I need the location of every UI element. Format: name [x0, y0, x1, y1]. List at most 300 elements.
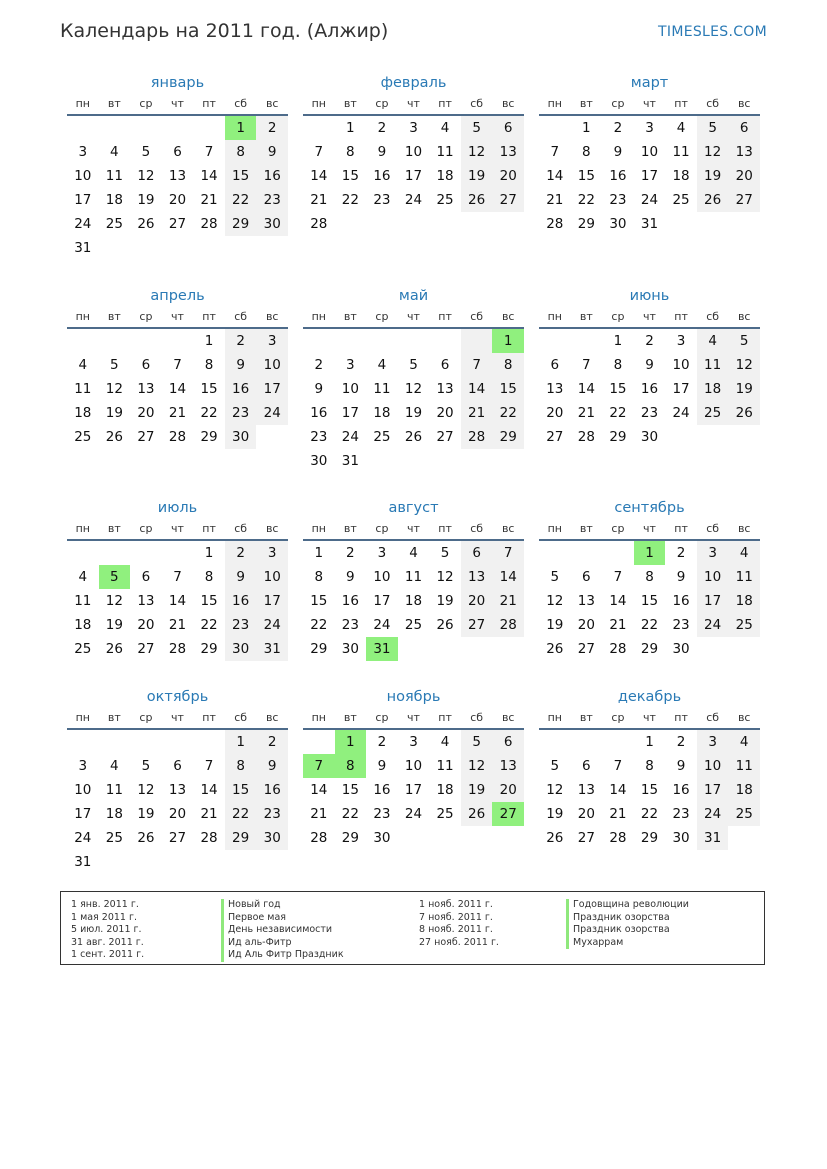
- weekday-label: пт: [202, 310, 216, 323]
- day-cell: 28: [168, 641, 187, 657]
- weekday-label: пн: [547, 97, 562, 110]
- day-cell: 13: [168, 782, 187, 798]
- day-cell: 29: [577, 216, 595, 232]
- day-cell: 25: [373, 429, 391, 445]
- legend-holiday-name: Мухаррам: [566, 937, 689, 950]
- day-cell: 25: [105, 830, 123, 846]
- day-cell: 19: [436, 593, 454, 609]
- day-cell: 31: [74, 240, 92, 256]
- empty-day-cell: [429, 637, 461, 661]
- page-title: Календарь на 2011 год. (Алжир): [60, 20, 389, 42]
- weekday-label: сб: [234, 522, 248, 535]
- weekday-label: чт: [407, 97, 420, 110]
- day-cell: 13: [546, 381, 564, 397]
- day-cell: 5: [550, 569, 560, 585]
- empty-day-cell: [539, 730, 571, 754]
- day-cell: 28: [577, 429, 595, 445]
- day-cell: 5: [550, 758, 560, 774]
- day-cell: 1: [204, 545, 214, 561]
- day-cell: 28: [609, 641, 627, 657]
- empty-day-cell: [539, 541, 571, 565]
- empty-day-cell: [67, 329, 99, 353]
- day-cell: 29: [492, 425, 524, 449]
- day-cell: 7: [492, 541, 524, 565]
- day-cell: 17: [373, 593, 391, 609]
- day-cell: 20: [168, 806, 187, 822]
- day-cell: 17: [74, 806, 92, 822]
- empty-day-cell: [398, 637, 430, 661]
- day-cell: 24: [404, 806, 423, 822]
- weekday-label: ср: [611, 97, 625, 110]
- weekday-header: [67, 307, 288, 329]
- day-cell: 5: [461, 116, 493, 140]
- day-cell: 21: [609, 617, 627, 633]
- weekday-label: пт: [674, 97, 688, 110]
- empty-day-cell: [99, 730, 131, 754]
- day-cell: 28: [609, 830, 627, 846]
- legend-names-col-1: [221, 899, 344, 962]
- day-cell: 13: [436, 381, 454, 397]
- weekday-label: пн: [547, 522, 562, 535]
- empty-day-cell: [303, 730, 335, 754]
- day-cell: 6: [440, 357, 450, 373]
- weekday-label: ср: [611, 522, 625, 535]
- day-cell: 17: [697, 778, 729, 802]
- day-cell: 12: [436, 569, 454, 585]
- weekday-label: сб: [470, 711, 484, 724]
- day-cell: 17: [404, 168, 423, 184]
- day-cell: 12: [404, 381, 423, 397]
- day-cell: 14: [492, 565, 524, 589]
- month-name: ноябрь: [386, 689, 441, 705]
- day-cell: 28: [461, 425, 493, 449]
- empty-day-cell: [602, 730, 634, 754]
- day-cell: 16: [310, 405, 328, 421]
- day-cell: 23: [341, 617, 359, 633]
- day-cell: 2: [613, 120, 623, 136]
- day-cell: 24: [256, 401, 288, 425]
- day-cell: 11: [105, 782, 123, 798]
- day-cell: 18: [436, 168, 454, 184]
- day-cell: 17: [672, 381, 690, 397]
- day-cell: 4: [440, 734, 450, 750]
- holiday-day-cell: 1: [335, 730, 367, 754]
- day-cell: 1: [645, 734, 654, 750]
- day-cell: 6: [461, 541, 493, 565]
- day-cell: 23: [373, 192, 391, 208]
- day-cell: 2: [676, 545, 686, 561]
- day-cell: 5: [697, 116, 729, 140]
- day-cell: 31: [256, 637, 288, 661]
- legend-holiday-name: Первое мая: [221, 912, 344, 925]
- day-cell: 14: [609, 593, 627, 609]
- day-cell: 27: [137, 641, 155, 657]
- month-1: [67, 72, 288, 260]
- day-cell: 31: [74, 854, 92, 870]
- weekday-label: вс: [501, 522, 515, 535]
- weekday-label: вс: [501, 711, 515, 724]
- days-grid: [303, 116, 524, 236]
- empty-day-cell: [492, 637, 524, 661]
- day-cell: 23: [609, 192, 627, 208]
- empty-day-cell: [461, 329, 493, 353]
- day-cell: 8: [346, 144, 355, 160]
- day-cell: 9: [225, 565, 257, 589]
- site-logo-link[interactable]: TIMESLES.COM: [658, 24, 767, 40]
- empty-day-cell: [130, 329, 162, 353]
- day-cell: 10: [341, 381, 359, 397]
- weekday-header: [67, 519, 288, 541]
- day-cell: 18: [105, 806, 123, 822]
- day-cell: 8: [582, 144, 591, 160]
- day-cell: 30: [341, 641, 359, 657]
- day-cell: 21: [200, 806, 218, 822]
- day-cell: 4: [697, 329, 729, 353]
- day-cell: 30: [609, 216, 627, 232]
- day-cell: 29: [225, 826, 257, 850]
- empty-day-cell: [256, 850, 288, 874]
- day-cell: 30: [640, 429, 659, 445]
- day-cell: 16: [256, 164, 288, 188]
- holiday-day-cell: 8: [335, 754, 367, 778]
- empty-day-cell: [162, 541, 194, 565]
- empty-day-cell: [539, 116, 571, 140]
- month-5: [303, 285, 524, 473]
- empty-day-cell: [67, 730, 99, 754]
- day-cell: 11: [436, 144, 454, 160]
- empty-day-cell: [256, 236, 288, 260]
- legend-holiday-name: День независимости: [221, 924, 344, 937]
- legend-date: 1 янв. 2011 г.: [71, 899, 139, 910]
- weekday-label: сб: [234, 97, 248, 110]
- days-grid: [539, 730, 760, 850]
- weekday-label: пн: [547, 711, 562, 724]
- holiday-legend: [60, 891, 765, 965]
- day-cell: 30: [256, 212, 288, 236]
- day-cell: 30: [310, 453, 328, 469]
- weekday-header: [303, 519, 524, 541]
- day-cell: 31: [341, 453, 359, 469]
- month-name: июль: [157, 500, 198, 516]
- weekday-label: чт: [407, 711, 420, 724]
- empty-day-cell: [429, 826, 461, 850]
- day-cell: 26: [105, 429, 123, 445]
- legend-date: 7 нояб. 2011 г.: [419, 911, 493, 923]
- day-cell: 6: [173, 758, 182, 774]
- weekday-label: вт: [579, 310, 593, 323]
- day-cell: 15: [492, 377, 524, 401]
- month-2: [303, 72, 524, 236]
- day-cell: 9: [377, 758, 387, 774]
- day-cell: 23: [256, 802, 288, 826]
- day-cell: 4: [110, 144, 119, 160]
- empty-day-cell: [429, 449, 461, 473]
- empty-day-cell: [571, 541, 603, 565]
- empty-day-cell: [366, 329, 398, 353]
- day-cell: 20: [137, 405, 155, 421]
- empty-day-cell: [130, 541, 162, 565]
- weekday-label: сб: [470, 522, 484, 535]
- day-cell: 7: [550, 144, 560, 160]
- empty-day-cell: [461, 449, 493, 473]
- empty-day-cell: [99, 850, 131, 874]
- month-8: [303, 497, 524, 661]
- weekday-label: вс: [501, 97, 515, 110]
- weekday-label: ср: [375, 711, 389, 724]
- day-cell: 3: [256, 329, 288, 353]
- day-cell: 4: [377, 357, 387, 373]
- day-cell: 23: [225, 613, 257, 637]
- empty-day-cell: [130, 730, 162, 754]
- legend-holiday-name: Ид Аль Фитр Праздник: [221, 949, 344, 962]
- empty-day-cell: [602, 541, 634, 565]
- empty-day-cell: [366, 449, 398, 473]
- weekday-label: вс: [737, 711, 751, 724]
- day-cell: 10: [672, 357, 690, 373]
- empty-day-cell: [366, 212, 398, 236]
- day-cell: 20: [168, 192, 187, 208]
- weekday-label: вт: [107, 711, 121, 724]
- day-cell: 6: [550, 357, 560, 373]
- weekday-label: ср: [139, 522, 153, 535]
- empty-day-cell: [130, 236, 162, 260]
- empty-day-cell: [335, 329, 367, 353]
- weekday-label: сб: [234, 711, 248, 724]
- day-cell: 3: [409, 734, 418, 750]
- weekday-label: ср: [139, 310, 153, 323]
- day-cell: 7: [461, 353, 493, 377]
- day-cell: 25: [74, 429, 92, 445]
- day-cell: 23: [310, 429, 328, 445]
- days-grid: [539, 329, 760, 449]
- day-cell: 22: [577, 192, 595, 208]
- day-cell: 7: [613, 758, 623, 774]
- day-cell: 13: [168, 168, 187, 184]
- month-name: октябрь: [146, 689, 209, 705]
- day-cell: 2: [256, 730, 288, 754]
- day-cell: 14: [577, 381, 595, 397]
- weekday-label: вс: [737, 97, 751, 110]
- day-cell: 23: [225, 401, 257, 425]
- day-cell: 3: [676, 333, 686, 349]
- day-cell: 9: [346, 569, 355, 585]
- day-cell: 24: [697, 613, 729, 637]
- day-cell: 26: [461, 802, 493, 826]
- month-9: [539, 497, 760, 661]
- day-cell: 1: [582, 120, 591, 136]
- day-cell: 14: [168, 593, 187, 609]
- day-cell: 12: [461, 754, 493, 778]
- weekday-label: вт: [579, 97, 593, 110]
- day-cell: 17: [697, 589, 729, 613]
- day-cell: 2: [645, 333, 654, 349]
- holiday-day-cell: 7: [303, 754, 335, 778]
- day-cell: 17: [256, 589, 288, 613]
- weekday-label: пт: [438, 711, 452, 724]
- day-cell: 13: [137, 593, 155, 609]
- weekday-label: сб: [470, 97, 484, 110]
- day-cell: 15: [577, 168, 595, 184]
- weekday-label: пн: [75, 310, 90, 323]
- day-cell: 9: [256, 754, 288, 778]
- weekday-label: ср: [611, 310, 625, 323]
- weekday-label: вт: [107, 97, 121, 110]
- day-cell: 14: [168, 381, 187, 397]
- month-11: [303, 686, 524, 850]
- day-cell: 26: [137, 830, 155, 846]
- day-cell: 26: [436, 617, 454, 633]
- legend-date: 27 нояб. 2011 г.: [419, 936, 499, 948]
- day-cell: 13: [492, 140, 524, 164]
- day-cell: 18: [728, 778, 760, 802]
- day-cell: 27: [168, 830, 187, 846]
- empty-day-cell: [728, 637, 760, 661]
- day-cell: 16: [373, 168, 391, 184]
- day-cell: 7: [173, 569, 182, 585]
- weekday-label: пн: [75, 522, 90, 535]
- day-cell: 15: [640, 593, 659, 609]
- day-cell: 9: [256, 140, 288, 164]
- day-cell: 2: [314, 357, 324, 373]
- empty-day-cell: [697, 212, 729, 236]
- day-cell: 22: [341, 806, 359, 822]
- day-cell: 30: [672, 830, 690, 846]
- day-cell: 26: [546, 830, 564, 846]
- weekday-label: пн: [311, 711, 326, 724]
- day-cell: 15: [225, 778, 257, 802]
- day-cell: 11: [74, 593, 92, 609]
- weekday-label: пт: [438, 97, 452, 110]
- day-cell: 8: [492, 353, 524, 377]
- day-cell: 19: [404, 405, 423, 421]
- day-cell: 20: [492, 164, 524, 188]
- legend-holiday-name: Новый год: [221, 899, 344, 912]
- day-cell: 16: [672, 782, 690, 798]
- day-cell: 29: [341, 830, 359, 846]
- day-cell: 13: [461, 565, 493, 589]
- day-cell: 17: [404, 782, 423, 798]
- day-cell: 31: [697, 826, 729, 850]
- empty-day-cell: [67, 541, 99, 565]
- empty-day-cell: [130, 850, 162, 874]
- day-cell: 10: [373, 569, 391, 585]
- day-cell: 27: [461, 613, 493, 637]
- day-cell: 21: [546, 192, 564, 208]
- day-cell: 5: [110, 357, 119, 373]
- weekday-label: чт: [171, 711, 184, 724]
- day-cell: 23: [373, 806, 391, 822]
- day-cell: 2: [256, 116, 288, 140]
- legend-holiday-name: Годовщина революции: [566, 899, 689, 912]
- day-cell: 27: [492, 188, 524, 212]
- weekday-label: сб: [706, 310, 720, 323]
- day-cell: 16: [225, 377, 257, 401]
- day-cell: 18: [74, 405, 92, 421]
- empty-day-cell: [193, 236, 225, 260]
- day-cell: 11: [728, 565, 760, 589]
- legend-date: 31 авг. 2011 г.: [71, 936, 144, 948]
- day-cell: 12: [697, 140, 729, 164]
- empty-day-cell: [67, 116, 99, 140]
- weekday-header: [539, 519, 760, 541]
- day-cell: 9: [676, 569, 686, 585]
- weekday-label: пн: [75, 711, 90, 724]
- legend-holiday-name: Праздник озорства: [566, 912, 689, 925]
- days-grid: [539, 541, 760, 661]
- month-12: [539, 686, 760, 850]
- day-cell: 26: [137, 216, 155, 232]
- day-cell: 9: [377, 144, 387, 160]
- day-cell: 7: [314, 144, 324, 160]
- empty-day-cell: [99, 541, 131, 565]
- day-cell: 20: [577, 806, 595, 822]
- day-cell: 26: [461, 188, 493, 212]
- empty-day-cell: [461, 212, 493, 236]
- day-cell: 26: [697, 188, 729, 212]
- day-cell: 3: [645, 120, 654, 136]
- day-cell: 6: [492, 116, 524, 140]
- weekday-label: ср: [375, 97, 389, 110]
- day-cell: 6: [582, 758, 591, 774]
- day-cell: 1: [613, 333, 623, 349]
- month-10: [67, 686, 288, 874]
- day-cell: 18: [728, 589, 760, 613]
- day-cell: 11: [436, 758, 454, 774]
- day-cell: 14: [609, 782, 627, 798]
- day-cell: 7: [173, 357, 182, 373]
- days-grid: [67, 730, 288, 874]
- weekday-header: [303, 94, 524, 116]
- empty-day-cell: [193, 730, 225, 754]
- holiday-day-cell: 5: [99, 565, 131, 589]
- day-cell: 8: [645, 758, 654, 774]
- empty-day-cell: [665, 212, 697, 236]
- month-name: декабрь: [617, 689, 682, 705]
- day-cell: 4: [409, 545, 418, 561]
- weekday-header: [67, 708, 288, 730]
- day-cell: 12: [546, 782, 564, 798]
- day-cell: 4: [676, 120, 686, 136]
- day-cell: 9: [676, 758, 686, 774]
- empty-day-cell: [398, 212, 430, 236]
- days-grid: [303, 329, 524, 473]
- weekday-label: ср: [375, 310, 389, 323]
- empty-day-cell: [571, 329, 603, 353]
- day-cell: 19: [137, 192, 155, 208]
- day-cell: 7: [613, 569, 623, 585]
- day-cell: 25: [105, 216, 123, 232]
- day-cell: 6: [728, 116, 760, 140]
- day-cell: 20: [137, 617, 155, 633]
- weekday-label: пн: [311, 97, 326, 110]
- weekday-label: ср: [139, 97, 153, 110]
- month-name: август: [388, 500, 439, 516]
- empty-day-cell: [303, 116, 335, 140]
- day-cell: 30: [373, 830, 391, 846]
- day-cell: 17: [256, 377, 288, 401]
- day-cell: 24: [697, 802, 729, 826]
- weekday-label: чт: [171, 522, 184, 535]
- day-cell: 16: [256, 778, 288, 802]
- day-cell: 24: [640, 192, 659, 208]
- day-cell: 5: [461, 730, 493, 754]
- day-cell: 29: [200, 641, 218, 657]
- empty-day-cell: [728, 212, 760, 236]
- day-cell: 22: [200, 617, 218, 633]
- day-cell: 8: [225, 754, 257, 778]
- month-7: [67, 497, 288, 661]
- day-cell: 4: [78, 357, 88, 373]
